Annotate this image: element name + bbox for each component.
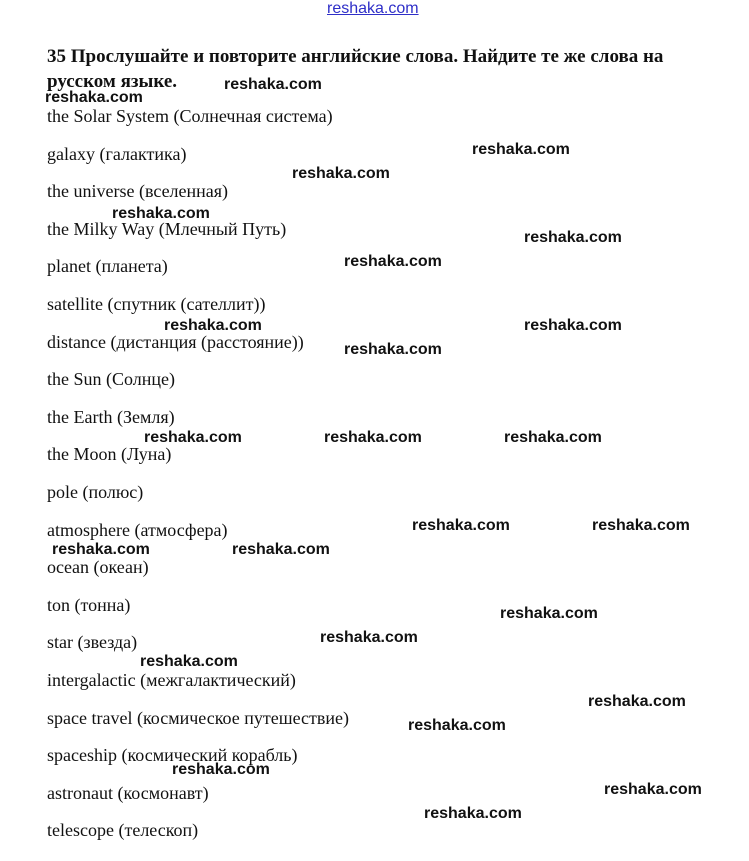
watermark: reshaka.com: [472, 141, 570, 158]
watermark: reshaka.com: [604, 781, 702, 798]
watermark: reshaka.com: [588, 693, 686, 710]
vocab-item: planet (планета): [47, 256, 168, 277]
vocab-item: intergalactic (межгалактический): [47, 669, 296, 690]
vocab-item: satellite (спутник (сателлит)): [47, 293, 266, 314]
vocab-item: the Milky Way (Млечный Путь): [47, 218, 287, 239]
watermark: reshaka.com: [344, 253, 442, 270]
vocab-item: ton (тонна): [47, 594, 131, 615]
watermark: reshaka.com: [500, 605, 598, 622]
vocab-item: the Solar System (Солнечная система): [47, 106, 333, 126]
watermark: reshaka.com: [344, 341, 442, 358]
vocab-item: spaceship (космический корабль): [47, 745, 298, 766]
watermark: reshaka.com: [324, 429, 422, 446]
watermark: reshaka.com: [112, 205, 210, 222]
watermark: reshaka.com: [144, 429, 242, 446]
watermark: reshaka.com: [52, 541, 150, 558]
watermark: reshaka.com: [408, 717, 506, 734]
site-link[interactable]: reshaka.com: [327, 0, 419, 17]
vocab-item: galaxy (галактика): [47, 143, 187, 164]
watermark: reshaka.com: [172, 761, 270, 778]
vocab-item: ocean (океан): [47, 557, 149, 578]
watermark: reshaka.com: [524, 317, 622, 334]
vocab-item: star (звезда): [47, 632, 138, 653]
watermark: reshaka.com: [232, 541, 330, 558]
watermark: reshaka.com: [320, 629, 418, 646]
watermark: reshaka.com: [412, 517, 510, 534]
vocab-item: the Moon (Луна): [47, 444, 172, 465]
vocab-item: telescope (телескоп): [47, 820, 199, 841]
watermark: reshaka.com: [592, 517, 690, 534]
watermark: reshaka.com: [224, 76, 322, 93]
vocab-item: the Earth (Земля): [47, 406, 175, 427]
watermark: reshaka.com: [45, 89, 143, 106]
watermark: reshaka.com: [164, 317, 262, 334]
watermark: reshaka.com: [424, 805, 522, 822]
watermark: reshaka.com: [504, 429, 602, 446]
vocab-item: atmosphere (атмосфера): [47, 519, 228, 540]
vocab-item: the universe (вселенная): [47, 181, 229, 202]
vocab-item: distance (дистанция (расстояние)): [47, 331, 304, 352]
vocab-item: space travel (космическое путешествие): [47, 707, 350, 728]
exercise-heading: 35 Прослушайте и повторите английские слова. Найдите те же слова на русском языке.: [47, 46, 664, 92]
vocab-item: astronaut (космонавт): [47, 782, 209, 803]
watermark: reshaka.com: [140, 653, 238, 670]
vocab-item: pole (полюс): [47, 481, 144, 502]
vocab-item: the Sun (Солнце): [47, 369, 175, 390]
watermark: reshaka.com: [292, 165, 390, 182]
watermark: reshaka.com: [524, 229, 622, 246]
